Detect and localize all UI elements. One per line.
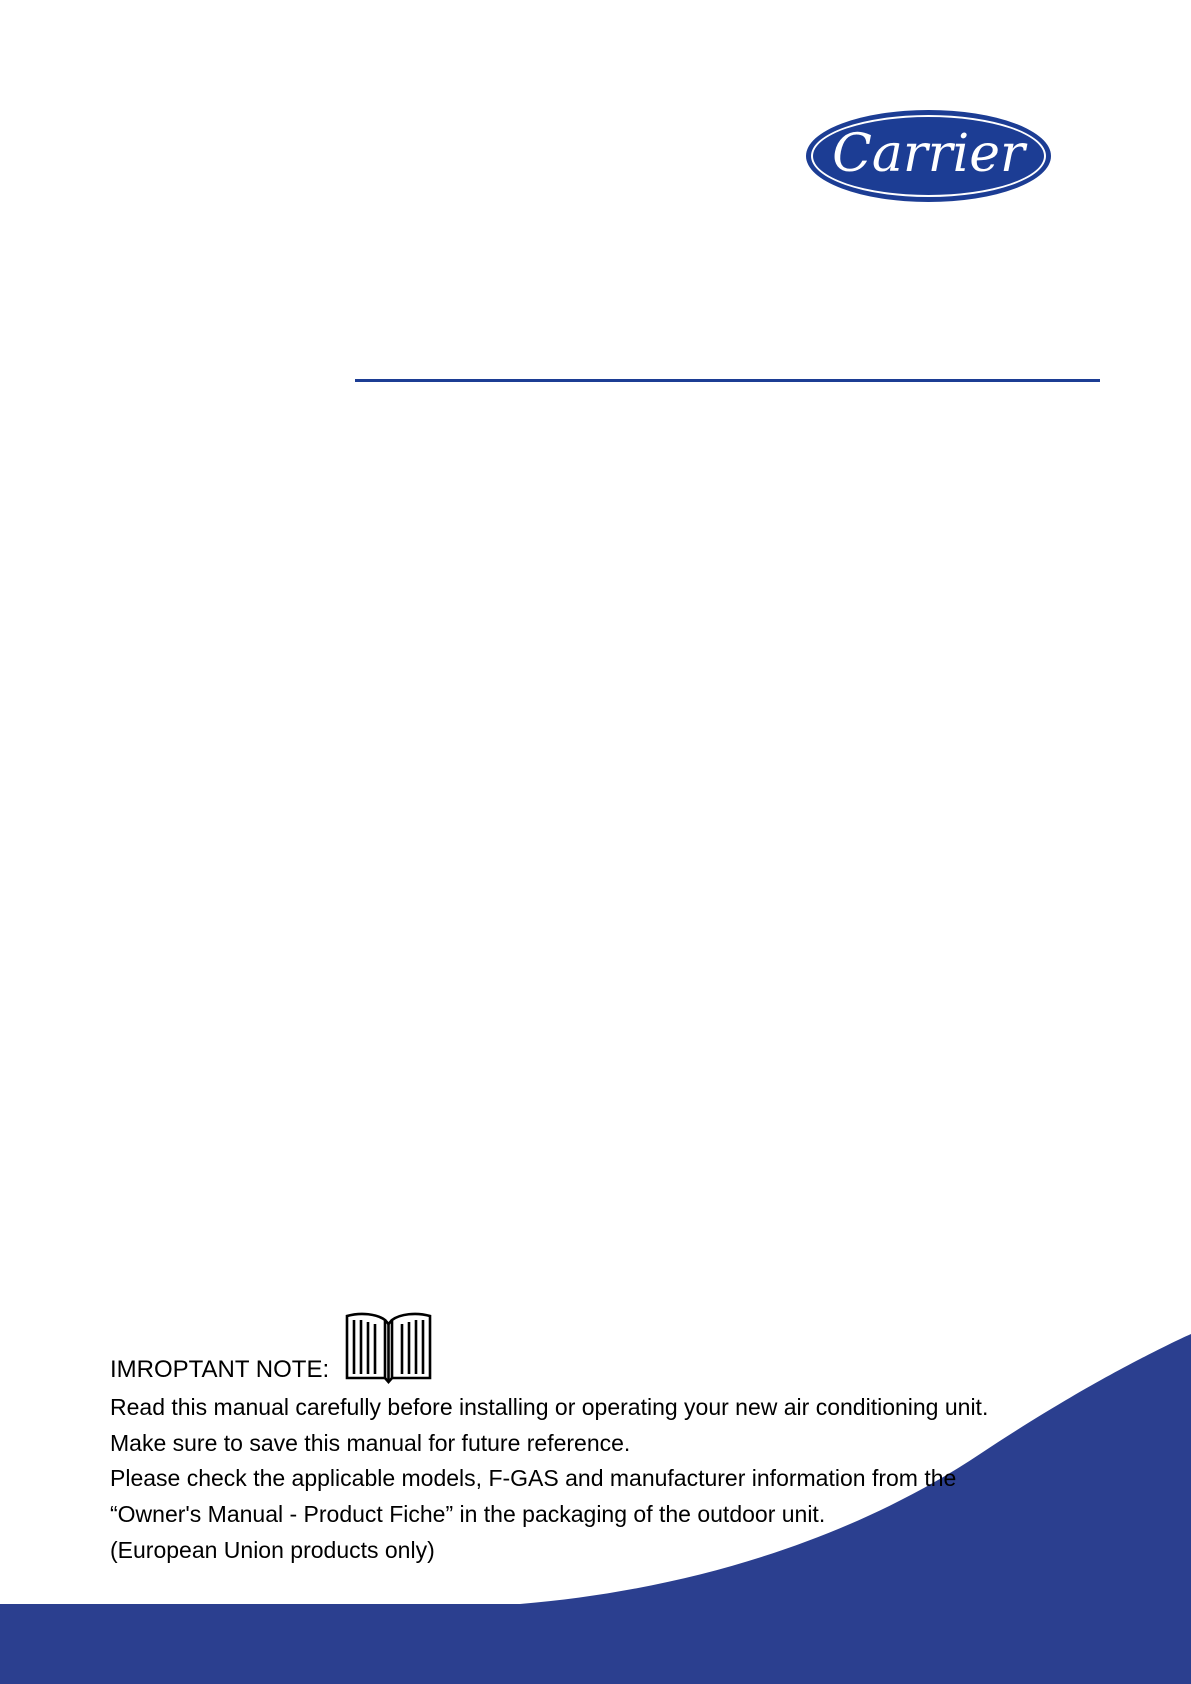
carrier-logo — [806, 110, 1051, 202]
important-note-text — [110, 1392, 1050, 1567]
note-line: “Owner's Manual - Product Fiche” in the packaging of the outdoor unit. — [110, 1501, 826, 1528]
open-book-icon — [341, 1306, 436, 1386]
note-line: Read this manual carefully before installing or operating your new air conditioning unit. — [110, 1394, 989, 1420]
note-line: (European Union products only) — [110, 1536, 435, 1563]
note-line: Please check the applicable models, F-GAS and manufacturer information from the — [110, 1465, 957, 1492]
important-note-block — [110, 1300, 1050, 1571]
important-note-label: IMROPTANT NOTE: — [110, 1356, 330, 1383]
logo-wordmark: Carrier — [832, 124, 1025, 184]
title-divider — [355, 379, 1100, 382]
note-line: Make sure to save this manual for future reference. — [110, 1429, 631, 1456]
important-note-header — [110, 1300, 1050, 1386]
